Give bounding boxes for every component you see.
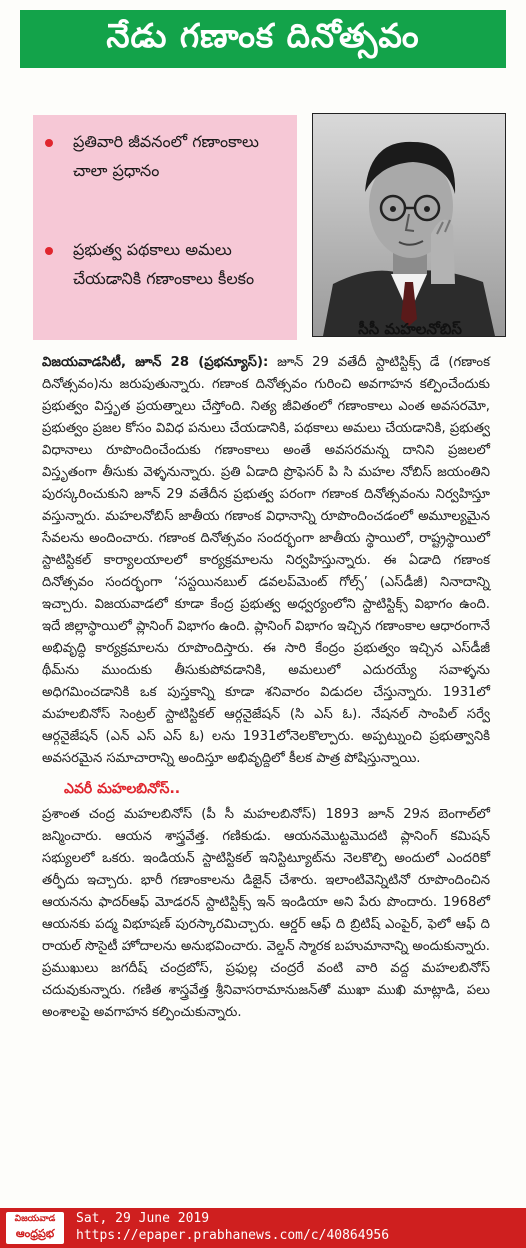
bullet-icon [45,139,53,147]
subheading: ఎవరీ మహలబినోస్.. [64,781,181,797]
headline: నేడు గణాంక దినోత్సవం [20,10,506,68]
photo-caption: సీసీ మహలనోబిస్ [358,320,462,338]
newspaper-logo [6,1212,64,1244]
logo-city: విజయవాడ [14,1214,56,1224]
article-paragraph: ప్రశాంత చంద్ర మహలబినోస్ (పీ సీ మహలబినోస్) 1893 జూన్ 29న బెంగాల్‌లో జన్మించారు. ఆయన శాస్త్రవేత్త. గణికుడు. ఆయనమొట్టమొదటి ప్లానింగ్ కమిషన్ సభ్యులలో ఒకరు. ఇండియన్ స్టాటిస్టికల్ ఇనిస్టిట్యూట్‌ను నెలకొల్పి అందులో ఎందరికో తర్ఫీదు ఇచ్చారు. భారీ గణాంకాలను డిజైన్ చేశారు. ఇలాంటివెన్నిటినో రూపొందించిన ఆయనను ఫాదర్‌ఆఫ్ మోడరన్ స్టాటిస్టిక్స్ ఇన్ ఇండియా అని పేరు పొందారు. 1968లో ఆయనకు పద్మ విభూషణ్ పురస్కారమిచ్చారు. ఆర్డర్ ఆఫ్ ది బ్రిటిష్ ఎంపైర్, ఫెలో ఆఫ్ ది రాయల్ సొసైటీ హోదాలను అనుభవించారు. వెల్డన్ స్మారక బహుమానాన్ని అందుకున్నారు. ప్రముఖులు జగదీష్ చంద్రబోస్, ప్రఫుల్ల చంద్రరే వంటి వారి వద్ద మహలబినోస్ చదువుకున్నారు. గణిత శాస్త్రవేత్త శ్రీనివాసరామానుజన్‌తో ముఖా ముఖి మాట్లాడి, పలు అంశాలపై అవగాహన కల్పించుకున్నారు. [42,807,490,1020]
portrait-image [313,114,505,336]
footer-bar [0,1208,526,1248]
highlight-box [33,115,297,340]
bullet-icon [45,247,53,255]
paragraph-text: జూన్ 29 వతేదీ స్టాటిస్టిక్స్ డే (గణాంక దినోత్సవం)ను జరుపుతున్నారు. గణాంక దినోత్సవం గురించి అవగాహన కల్పించేందుకు ప్రభుత్వం విస్తృత ప్రయత్నాలు చేస్తోంది. నిత్య జీవితంలో గణాంకాలు ఎంత అవసరమో, ప్రభుత్వం ప్రజల కోసం వివిధ పనులు చేయడానికి, పథకాలు అమలు చేయడానికి, ప్రభుత్వ విధానాలు రూపొందించేందుకు గణాంకాలు అంతే అవసరమన్న దానిని ప్రజలలో విస్తృతంగా తీసుకు వెళ్ళనున్నారు. ప్రతి ఏడాది ప్రొఫెసర్ పి సి మహల నోబిస్ జయంతిని పురస్కరించుకుని జూన్ 29 వతేదీన ప్రభుత్వ పరంగా గణాంక దినోత్సవంను నిర్వహిస్తూ వస్తున్నారు. మహలనోబిస్ జాతీయ గణాంక విధానాన్ని రూపొందించడంలో అమూల్యమైన సేవలను అందించారు. గణాంక దినోత్సవం సందర్భంగా జాతీయ స్థాయిలో, రాష్ట్రస్థాయిలో స్టాటిస్టికల్ కార్యాలయాలలో కార్యక్రమాలను నిర్వహిస్తున్నారు. ఈ ఏడాది గణాంక దినోత్సవం సందర్భంగా ‘సస్టయినబుల్ డవలప్‌మెంట్ గోల్స్’ (ఎస్‌డీజీ) నినాదాన్ని ఇచ్చారు. విజయవాడలో కూడా కేంద్ర ప్రభుత్వ అధ్వర్యంలోని స్టాటిస్టిక్స్ విభాగం ఉంది. ఇదే జిల్లాస్థాయిలో ప్లానింగ్ విభాగం ఉంది. ప్లానింగ్ విభాగం ఇచ్చిన గణాంకాల ఆధారంగానే అభివృద్ధి కార్యక్రమాలను రూపొందిస్తారు. ఈ సారి కేంద్రం ప్రభుత్వం ఇచ్చిన ఎస్‌డీజీ థీమ్‌ను ముందుకు తీసుకుపోవడానికి, అమలులో ఎదురయ్యే సవాళ్ళను అధిగమించడానికి ఒక పుస్తకాన్ని కూడా శనివారం విడుదల చేస్తున్నారు. 1931లో మహలబినోస్ సెంట్రల్ స్టాటిస్టికల్ ఆర్గనైజేషన్ (సి ఎస్ ఓ). నేషనల్ సాంపిల్ సర్వే ఆర్గనైజేషన్ (ఎన్ ఎస్ ఎస్ ఓ) లను 1931లోనెలకొల్పారు. అప్పట్నుంచి ప్రభుత్వానికి అవసరమైన సమాచారాన్ని అందిస్తూ అభివృద్దిలో కీలక పాత్ర పోషిస్తున్నాయి. [42,355,490,766]
highlight-text: ప్రతివారి జీవనంలో గణాంకాలు చాలా ప్రధానం [73,132,259,180]
article-paragraph [42,352,490,770]
source-url[interactable]: https://epaper.prabhanews.com/c/40864956 [76,1228,390,1243]
publish-date: Sat, 29 June 2019 [76,1211,210,1226]
logo-title: ఆంధ్రప్రభ [15,1227,55,1240]
article-body [42,352,490,1024]
highlight-text: ప్రభుత్వ పథకాలు అమలు చేయడానికి గణాంకాలు కీలకం [73,240,255,288]
portrait-photo [312,113,506,337]
dateline: విజయవాడసిటీ, జూన్ 28 (ప్రభన్యూస్): [42,355,269,370]
